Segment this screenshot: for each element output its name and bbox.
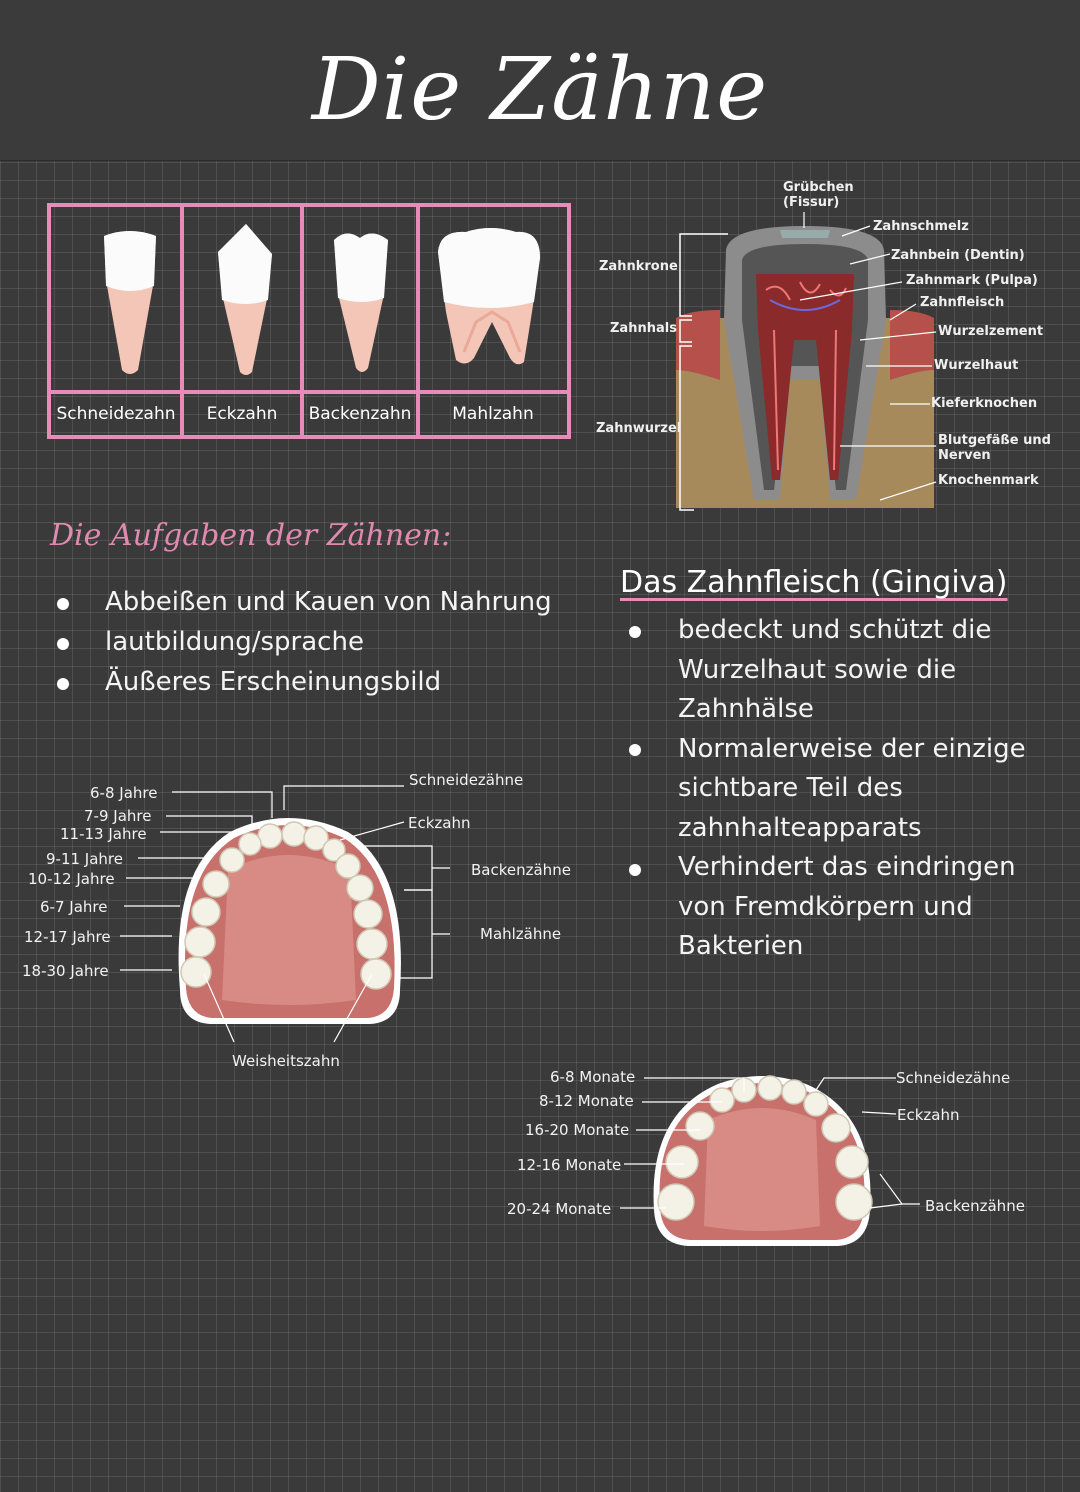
adult-label-weisheitszahn: Weisheitszahn (232, 1052, 340, 1070)
child-label-backenzaehne: Backenzähne (925, 1197, 1025, 1215)
tooth-type-label: Backenzahn (308, 404, 412, 424)
bullet-icon (629, 864, 641, 876)
adult-label-backenzaehne: Backenzähne (471, 861, 571, 879)
gingiva-line: Zahnhälse (678, 694, 814, 724)
label-wurzelzement: Wurzelzement (938, 324, 1044, 339)
adult-age-label: 11-13 Jahre (60, 825, 147, 843)
label-zahnmark: Zahnmark (Pulpa) (906, 273, 1038, 288)
label-zahnkrone: Zahnkrone (599, 259, 678, 274)
adult-age-label: 10-12 Jahre (28, 870, 115, 888)
gingiva-line: sichtbare Teil des (678, 773, 903, 803)
adult-jaw-leaders (110, 780, 450, 1060)
label-zahnbein: Zahnbein (Dentin) (891, 248, 1025, 263)
child-label-eckzahn: Eckzahn (897, 1106, 960, 1124)
child-age-label: 12-16 Monate (517, 1156, 622, 1174)
label-zahnfleisch: Zahnfleisch (920, 295, 1005, 310)
task-item: Abbeißen und Kauen von Nahrung (105, 587, 552, 617)
page-title: Die Zähne (311, 40, 769, 140)
label-fissur: (Fissur) (783, 195, 840, 210)
bullet-icon (57, 678, 69, 690)
adult-label-mahlzaehne: Mahlzähne (480, 925, 562, 943)
adult-age-label: 18-30 Jahre (22, 962, 109, 980)
gingiva-line: Normalerweise der einzige (678, 734, 1026, 764)
child-age-label: 20-24 Monate (507, 1200, 612, 1218)
bullet-icon (57, 598, 69, 610)
tooth-type-label: Mahlzahn (452, 404, 534, 424)
adult-age-label: 9-11 Jahre (46, 850, 123, 868)
gingiva-line: von Fremdkörpern und (678, 892, 973, 922)
gingiva-heading: Das Zahnfleisch (Gingiva) (620, 565, 1008, 600)
tasks-heading: Die Aufgaben der Zähnen: (50, 518, 452, 553)
gingiva-line: Wurzelhaut sowie die (678, 655, 957, 685)
premolar-icon (334, 233, 388, 372)
adult-age-label: 6-7 Jahre (40, 898, 108, 916)
gingiva-line: Bakterien (678, 931, 804, 961)
gingiva-line: bedeckt und schützt die (678, 615, 992, 645)
bullet-icon (629, 744, 641, 756)
label-zahnhals: Zahnhals (610, 321, 677, 336)
child-jaw-leaders (600, 1070, 920, 1220)
label-blutgefaesse: Blutgefäße und (938, 433, 1051, 448)
label-nerven: Nerven (938, 448, 991, 463)
label-zahnschmelz: Zahnschmelz (873, 219, 969, 234)
adult-age-label: 7-9 Jahre (84, 807, 152, 825)
tooth-type-label: Eckzahn (206, 404, 278, 424)
task-item: lautbildung/sprache (105, 627, 364, 657)
adult-age-label: 12-17 Jahre (24, 928, 111, 946)
bullet-icon (629, 626, 641, 638)
child-label-schneidezaehne: Schneidezähne (896, 1069, 1011, 1087)
gingiva-line: zahnhalteapparats (678, 813, 922, 843)
bullet-icon (57, 638, 69, 650)
label-knochenmark: Knochenmark (938, 473, 1039, 488)
child-age-label: 16-20 Monate (525, 1121, 630, 1139)
task-item: Äußeres Erscheinungsbild (105, 667, 442, 697)
molar-icon (438, 228, 540, 364)
adult-age-label: 6-8 Jahre (90, 784, 158, 802)
label-wurzelhaut: Wurzelhaut (934, 358, 1019, 373)
gingiva-line: Verhindert das eindringen (678, 852, 1016, 882)
child-age-label: 6-8 Monate (550, 1068, 636, 1086)
label-zahnwurzel: Zahnwurzel (596, 421, 682, 436)
tooth-type-label: Schneidezahn (56, 404, 176, 424)
adult-label-eckzahn: Eckzahn (408, 814, 471, 832)
label-kieferknochen: Kieferknochen (931, 396, 1038, 411)
cross-section-leaders (780, 200, 940, 505)
cross-section-brackets (672, 230, 732, 515)
incisor-icon (104, 231, 156, 374)
adult-label-schneidezaehne: Schneidezähne (409, 771, 524, 789)
canine-icon (218, 224, 272, 375)
label-gruebchen: Grübchen (783, 180, 854, 195)
child-age-label: 8-12 Monate (539, 1092, 634, 1110)
